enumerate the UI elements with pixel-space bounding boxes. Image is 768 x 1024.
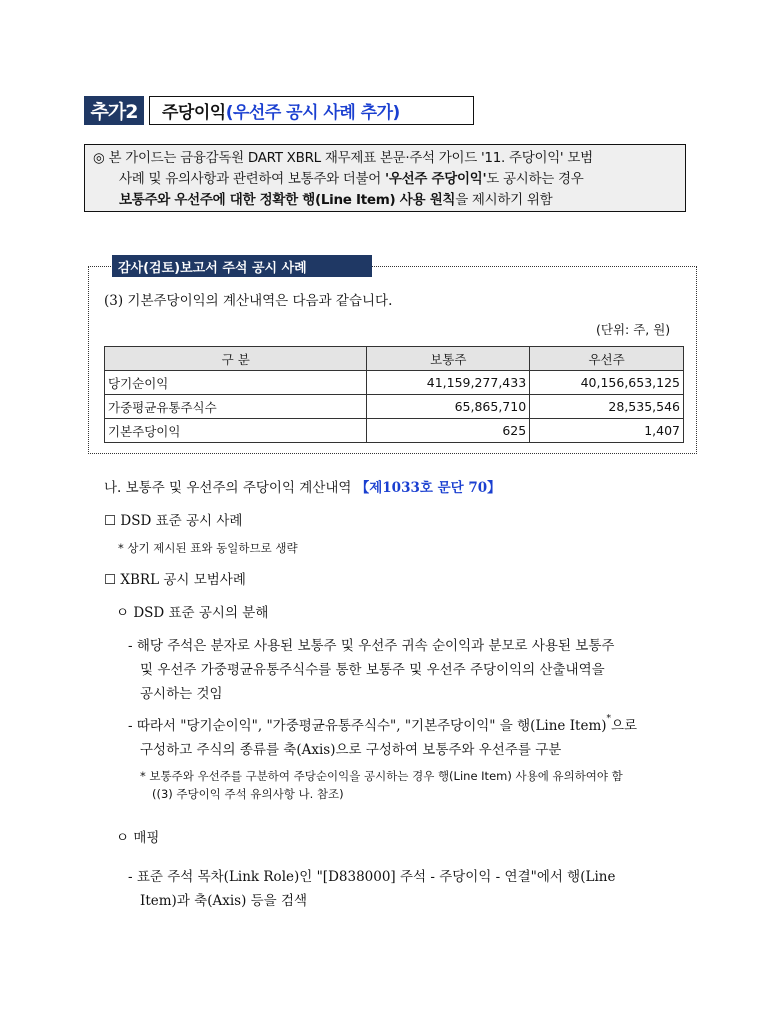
section-na-reference: 【제1033호 문단 70】 <box>355 480 501 496</box>
intro-line-1: ◎ 본 가이드는 금융감독원 DART XBRL 재무제표 본문·주석 가이드 '11. 주당이익' 모범 <box>93 150 593 166</box>
row-label: 기본주당이익 <box>105 419 367 443</box>
table-header-row <box>105 347 684 371</box>
decomposition-paragraph-2-line-1 <box>128 714 637 734</box>
unit-label: (단위: 주, 원) <box>596 322 671 337</box>
section-na-text: 나. 보통주 및 우선주의 주당이익 계산내역 <box>104 480 352 496</box>
title-main: 주당이익 <box>162 103 226 123</box>
calc-heading: (3) 기본주당이익의 계산내역은 다음과 같습니다. <box>104 293 393 309</box>
decomposition-paragraph-1-line-1: - 해당 주석은 분자로 사용된 보통주 및 우선주 귀속 순이익과 분모로 사용된 보통주 <box>128 638 615 654</box>
row-common-value: 65,865,710 <box>367 395 530 419</box>
intro-line-2-text: 사례 및 유의사항과 관련하여 보통주와 더불어 <box>119 171 386 187</box>
section-badge: 추가2 <box>84 96 144 125</box>
row-preferred-value: 40,156,653,125 <box>530 371 684 395</box>
title-subtitle: (우선주 공시 사례 추가) <box>225 103 400 123</box>
decomposition-p2-text: - 따라서 "당기순이익", "가중평균유통주식수", "기본주당이익" 을 행(Line Item) <box>128 718 607 734</box>
decomposition-footnote-line-1: * 보통주와 우선주를 구분하여 주당순이익을 공시하는 경우 행(Line Item) 사용에 유의하여야 함 <box>140 769 623 783</box>
table-header-common: 보통주 <box>367 347 530 371</box>
footnote-marker: * <box>606 714 612 724</box>
table-row <box>105 395 684 419</box>
section-na-heading <box>104 476 501 496</box>
decomposition-paragraph-1-line-2: 및 우선주 가중평균유통주식수를 통한 보통주 및 우선주 주당이익의 산출내역을 <box>140 662 605 678</box>
row-label: 당기순이익 <box>105 371 367 395</box>
eps-table <box>104 346 684 443</box>
dsd-omit-note: * 상기 제시된 표와 동일하므로 생략 <box>118 541 298 555</box>
intro-line-2-end: 도 공시하는 경우 <box>486 171 584 187</box>
decomposition-footnote-line-2: ((3) 주당이익 주석 유의사항 나. 참조) <box>152 787 344 801</box>
sample-disclosure-label: 감사(검토)보고서 주석 공시 사례 <box>112 255 372 277</box>
intro-line-2 <box>93 169 677 190</box>
row-common-value: 41,159,277,433 <box>367 371 530 395</box>
table-header-category: 구 분 <box>105 347 367 371</box>
intro-box <box>84 144 686 212</box>
decomposition-heading: ㅇ DSD 표준 공시의 분해 <box>116 605 269 621</box>
mapping-line-1: - 표준 주석 목차(Link Role)인 "[D838000] 주석 - 주당이익 - 연결"에서 행(Line <box>128 869 616 885</box>
row-preferred-value: 28,535,546 <box>530 395 684 419</box>
intro-line-3-bold: 보통주와 우선주에 대한 정확한 행(Line Item) 사용 원칙 <box>119 192 456 208</box>
mapping-heading: ㅇ 매핑 <box>116 830 160 846</box>
table-header-preferred: 우선주 <box>530 347 684 371</box>
page-title <box>149 96 474 125</box>
table-row <box>105 371 684 395</box>
table-row <box>105 419 684 443</box>
row-label: 가중평균유통주식수 <box>105 395 367 419</box>
decomposition-paragraph-1-line-3: 공시하는 것임 <box>140 686 223 702</box>
decomposition-p2-end: 으로 <box>611 718 638 734</box>
row-preferred-value: 1,407 <box>530 419 684 443</box>
dsd-case-heading: ☐ DSD 표준 공시 사례 <box>104 513 243 529</box>
mapping-line-2: Item)과 축(Axis) 등을 검색 <box>140 893 308 909</box>
row-common-value: 625 <box>367 419 530 443</box>
intro-line-3 <box>93 190 677 211</box>
intro-line-3-end: 을 제시하기 위함 <box>455 192 553 208</box>
decomposition-paragraph-2-line-2: 구성하고 주식의 종류를 축(Axis)으로 구성하여 보통주와 우선주를 구분 <box>140 742 562 758</box>
intro-line-2-bold: '우선주 주당이익' <box>385 171 487 187</box>
xbrl-case-heading: ☐ XBRL 공시 모범사례 <box>104 572 246 588</box>
